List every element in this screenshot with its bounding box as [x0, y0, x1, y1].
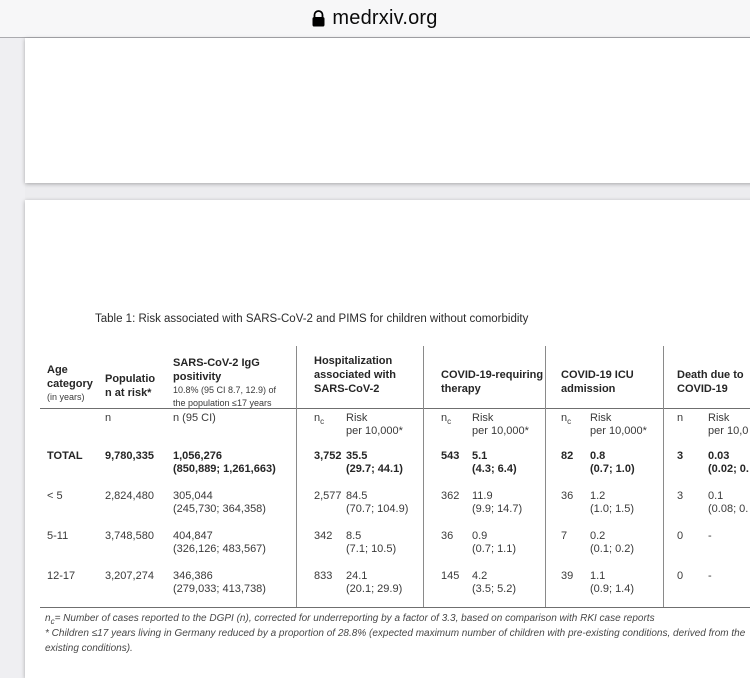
cell-icu-risk: 1.2 (1.0; 1.5)	[590, 490, 635, 515]
subheader-icu-risk: Risk per 10,000*	[590, 412, 647, 437]
cell-hosp-n: 833	[314, 570, 333, 582]
cell-hosp-n: 3,752	[314, 450, 342, 462]
cell-igg: 1,056,276 (850,889; 1,261,663)	[173, 450, 276, 475]
cell-icu-n: 36	[561, 490, 574, 502]
cell-age: TOTAL	[47, 450, 83, 462]
table-footnotes	[45, 611, 750, 656]
table-row	[25, 490, 750, 528]
paper-page-content	[25, 200, 750, 678]
subheader-icu-nc: $n_c$	[561, 412, 572, 426]
header-population: Populatio n at risk*	[105, 373, 156, 399]
cell-death-risk: -	[708, 530, 712, 542]
cell-icu-n: 39	[561, 570, 574, 582]
pdf-page-current	[25, 200, 750, 678]
cell-icu-risk: 0.8 (0.7; 1.0)	[590, 450, 635, 475]
footnote-nc: $n_c=$ Number of cases reported to the DGPI (n), corrected for underreporting by a factor of 3.3, based on comparison with RKI case reports	[45, 613, 655, 626]
cell-death-risk: -	[708, 570, 712, 582]
cell-icu-risk: 0.2 (0.1; 0.2)	[590, 530, 635, 555]
page-left-gutter	[0, 38, 25, 678]
table-caption: Table 1: Risk associated with SARS-CoV-2 and PIMS for children without comorbidity	[95, 313, 529, 325]
cell-age: 12-17	[47, 570, 76, 582]
cell-icu-n: 7	[561, 530, 568, 542]
cell-ther-n: 362	[441, 490, 460, 502]
cell-icu-n: 82	[561, 450, 574, 462]
pdf-viewport[interactable]	[0, 38, 750, 678]
subheader-ther-risk: Risk per 10,000*	[472, 412, 529, 437]
cell-hosp-risk: 84.5 (70.7; 104.9)	[346, 490, 409, 515]
header-age: Age category (in years)	[47, 364, 93, 402]
subheader-ther-nc: $n_c$	[441, 412, 452, 426]
table-header-row	[25, 346, 750, 408]
footnote-asterisk: * Children ≤17 years living in Germany reduced by a proportion of 28.8% (expected maximum number of children with pre-existing conditions, derived from the	[45, 628, 746, 639]
cell-ther-risk: 11.9 (9.9; 14.7)	[472, 490, 523, 515]
cell-hosp-risk: 35.5 (29.7; 44.1)	[346, 450, 403, 475]
table-subheader-row	[25, 412, 750, 442]
header-igg: SARS-CoV-2 IgG positivity 10.8% (95 CI 8.7, 12.9) of the population ≤17 years	[173, 357, 277, 408]
subheader-hosp-risk: Risk per 10,000*	[346, 412, 403, 437]
cell-population: 3,748,580	[105, 530, 154, 542]
address-bar-url: medrxiv.org	[332, 7, 438, 29]
cell-death-n: 0	[677, 570, 684, 582]
cell-age: 5-11	[47, 530, 69, 542]
cell-death-n: 3	[677, 490, 684, 502]
subheader-pop-n: n	[105, 412, 112, 424]
footnote-asterisk-cont: existing conditions).	[45, 643, 133, 654]
cell-ther-n: 543	[441, 450, 460, 462]
browser-address-bar[interactable]	[0, 0, 750, 38]
cell-hosp-n: 2,577	[314, 490, 342, 502]
cell-hosp-risk: 8.5 (7.1; 10.5)	[346, 530, 397, 555]
cell-death-risk: 0.1 (0.08; 0.	[708, 490, 749, 515]
cell-population: 9,780,335	[105, 450, 154, 462]
header-hospitalization: Hospitalization associated with SARS-CoV-2	[314, 355, 396, 395]
cell-igg: 305,044 (245,730; 364,358)	[173, 490, 266, 515]
cell-death-risk: 0.03 (0.02; 0.	[708, 450, 749, 475]
table-row	[25, 570, 750, 608]
table-row	[25, 530, 750, 568]
pdf-page-previous	[25, 38, 750, 183]
cell-death-n: 3	[677, 450, 684, 462]
lock-icon	[312, 10, 325, 27]
subheader-death-risk: Risk per 10,0	[708, 412, 749, 437]
cell-age: < 5	[47, 490, 63, 502]
cell-ther-risk: 5.1 (4.3; 6.4)	[472, 450, 517, 475]
cell-ther-n: 145	[441, 570, 460, 582]
cell-ther-risk: 4.2 (3.5; 5.2)	[472, 570, 517, 595]
subheader-hosp-nc: $n_c$	[314, 412, 325, 426]
table-row	[25, 450, 750, 488]
cell-ther-risk: 0.9 (0.7; 1.1)	[472, 530, 517, 555]
cell-population: 3,207,274	[105, 570, 154, 582]
cell-icu-risk: 1.1 (0.9; 1.4)	[590, 570, 635, 595]
cell-igg: 346,386 (279,033; 413,738)	[173, 570, 266, 595]
cell-death-n: 0	[677, 530, 684, 542]
cell-hosp-risk: 24.1 (20.1; 29.9)	[346, 570, 403, 595]
cell-ther-n: 36	[441, 530, 454, 542]
subheader-igg-n: n (95 CI)	[173, 412, 216, 424]
subheader-death-n: n	[677, 412, 684, 424]
cell-hosp-n: 342	[314, 530, 333, 542]
header-icu: COVID-19 ICU admission	[561, 369, 634, 395]
header-death: Death due to COVID-19	[677, 369, 744, 395]
cell-population: 2,824,480	[105, 490, 154, 502]
cell-igg: 404,847 (326,126; 483,567)	[173, 530, 266, 555]
header-therapy: COVID-19-requiring therapy	[441, 369, 544, 395]
